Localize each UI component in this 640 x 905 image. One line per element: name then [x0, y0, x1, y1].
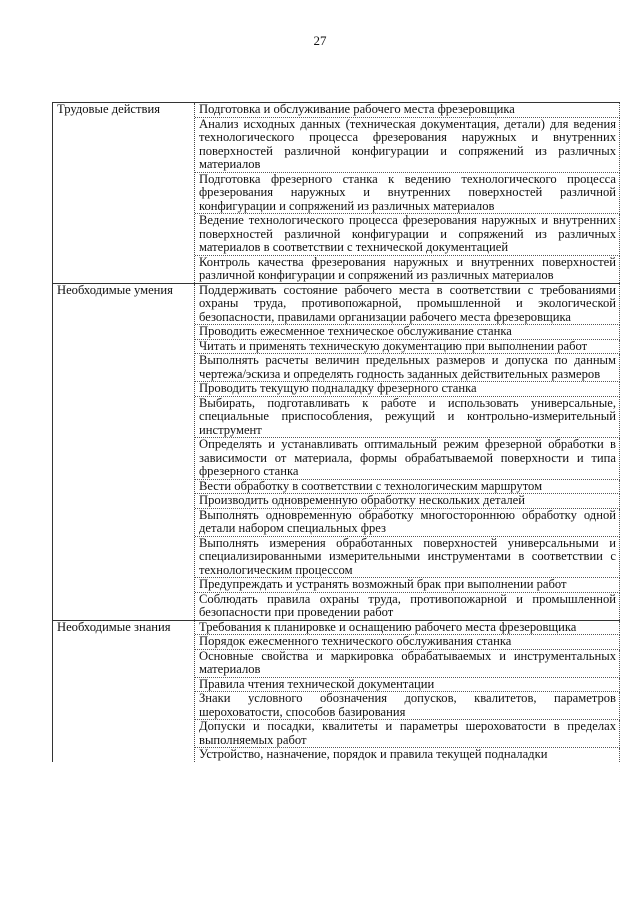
table-row: Соблюдать правила охраны труда, противопожарной и промышленной безопасности при проведении работ — [195, 593, 620, 620]
table-row: Проводить текущую подналадку фрезерного станка — [195, 382, 620, 397]
table-row: Вести обработку в соответствии с технологическим маршрутом — [195, 480, 620, 495]
table-row: Подготовка фрезерного станка к ведению технологического процесса фрезерования наружных и внутренних поверхностей различной конфигурации и сопряжений из различных материалов — [195, 173, 620, 215]
table-row: Требования к планировке и оснащению рабочего места фрезеровщика — [195, 621, 620, 636]
section-required-skills — [52, 283, 620, 620]
table-row: Подготовка и обслуживание рабочего места фрезеровщика — [195, 103, 620, 118]
table-row: Основные свойства и маркировка обрабатываемых и инструментальных материалов — [195, 650, 620, 678]
section-label: Необходимые умения — [52, 284, 195, 620]
table-row: Производить одновременную обработку нескольких деталей — [195, 494, 620, 509]
table-row: Выполнять измерения обработанных поверхностей универсальными и специализированными измерительными инструментами в соответствии с технологическим процессом — [195, 537, 620, 579]
section-required-knowledge — [52, 620, 620, 762]
section-label: Необходимые знания — [52, 621, 195, 762]
table-row: Предупреждать и устранять возможный брак при выполнении работ — [195, 578, 620, 593]
table-row: Определять и устанавливать оптимальный режим фрезерной обработки в зависимости от материала, формы обрабатываемой поверхности и типа фрезерного станка — [195, 438, 620, 480]
table-row: Выполнять расчеты величин предельных размеров и допуска по данным чертежа/эскиза и определять годность заданных действительных размеров — [195, 354, 620, 382]
table-row: Знаки условного обозначения допусков, квалитетов, параметров шероховатости, способов базирования — [195, 692, 620, 720]
section-label: Трудовые действия — [52, 103, 195, 283]
table-row: Контроль качества фрезерования наружных и внутренних поверхностей различной конфигурации и сопряжений из различных материалов — [195, 256, 620, 283]
table-row: Ведение технологического процесса фрезерования наружных и внутренних поверхностей различной конфигурации и сопряжений из различных материалов в соответствии с технической документацией — [195, 214, 620, 256]
section-labor-actions — [52, 102, 620, 283]
table-row: Проводить ежесменное техническое обслуживание станка — [195, 325, 620, 340]
table-row: Устройство, назначение, порядок и правила текущей подналадки — [195, 748, 620, 762]
table-row: Правила чтения технической документации — [195, 678, 620, 693]
page-number: 27 — [313, 33, 327, 48]
table-row: Порядок ежесменного технического обслуживания станка — [195, 635, 620, 650]
table-row: Анализ исходных данных (техническая документация, детали) для ведения технологического процесса фрезерования наружных и внутренних поверхностей различной конфигурации и сопряжений из различных материалов — [195, 118, 620, 173]
table-row: Поддерживать состояние рабочего места в соответствии с требованиями охраны труда, противопожарной, промышленной и экологической безопасности, правилами организации рабочего места фрезеровщика — [195, 284, 620, 326]
table-row: Выбирать, подготавливать к работе и использовать универсальные, специальные приспособления, режущий и контрольно-измерительный инструмент — [195, 397, 620, 439]
table-row: Допуски и посадки, квалитеты и параметры шероховатости в пределах выполняемых работ — [195, 720, 620, 748]
table-row: Выполнять одновременную обработку многостороннюю обработку одной детали набором специальных фрез — [195, 509, 620, 537]
requirements-table — [52, 102, 620, 762]
table-row: Читать и применять техническую документацию при выполнении работ — [195, 340, 620, 355]
